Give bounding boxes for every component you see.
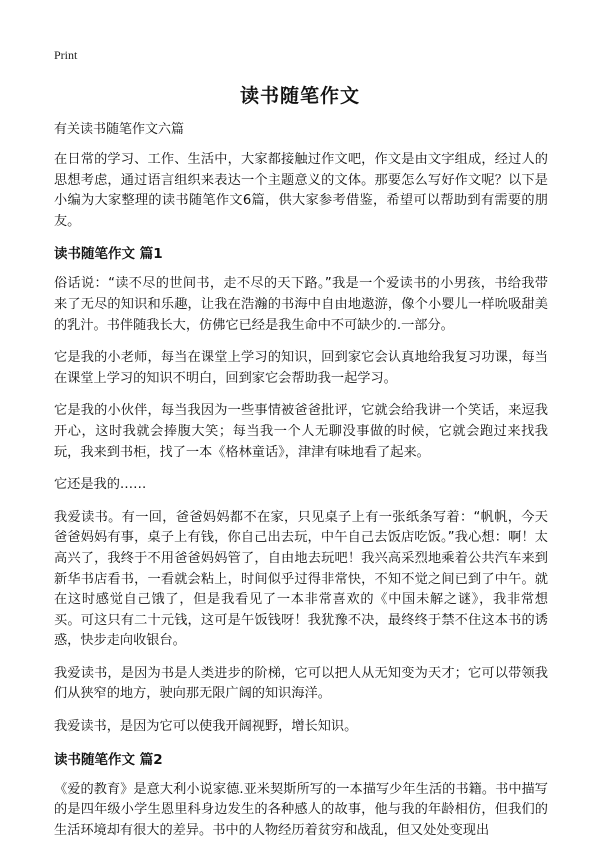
- paragraph: 俗话说：“读不尽的世间书，走不尽的天下路。”我是一个爱读书的小男孩，书给我带来了无尽的知识和乐趣，让我在浩瀚的书海中自由地遨游，像个小婴儿一样吮吸甜美的乳汁。书伴随我长大，仿佛它已经是我生命中不可缺少的.一部分。: [54, 276, 548, 333]
- section-heading: 读书随笔作文 篇1: [54, 246, 163, 263]
- print-link[interactable]: Print: [54, 48, 78, 62]
- document-subtitle: 有关读书随笔作文六篇: [54, 122, 185, 137]
- paragraph: 我爱读书，是因为书是人类进步的阶梯，它可以把人从无知变为天才；它可以带领我们从狭窄的地方，驶向那无限广阔的知识海洋。: [54, 665, 548, 702]
- page-title: 读书随笔作文: [239, 85, 360, 107]
- intro-paragraph: 在日常的学习、工作、生活中，大家都接触过作文吧，作文是由文字组成，经过人的思想考虑，通过语言组织来表达一个主题意义的文体。那要怎么写好作文呢？以下是小编为大家整理的读书随笔作文6篇，供大家参考借鉴，希望可以帮助到有需要的朋友。: [54, 152, 548, 229]
- paragraph: 我爱读书。有一回，爸爸妈妈都不在家，只见桌子上有一张纸条写着：“帆帆，今天爸爸妈妈有事，桌子上有钱，你自己出去玩，中午自己去饭店吃饭。”我心想：啊！太高兴了，我终于不用爸爸妈妈管了，自由地去玩吧！我兴高采烈地乘着公共汽车来到新华书店看书，一看就会粘上，时间似乎过得非常快，不知不觉之间已到了中午。就在这时感觉自己饿了，但是我看见了一本非常喜欢的《中国未解之谜》，我非常想买。可这只有二十元钱，这可是午饭钱呀！我犹豫不决，最终终于禁不住这本书的诱惑，快步走向收银台。: [54, 509, 548, 649]
- paragraph: 它是我的小伙伴，每当我因为一些事情被爸爸批评，它就会给我讲一个笑话，来逗我开心，这时我就会捧腹大笑；每当我一个人无聊没事做的时候，它就会跑过来找我玩，我来到书柜，找了一本《格林童话》，津津有味地看了起来。: [54, 403, 548, 460]
- paragraph: 它是我的小老师，每当在课堂上学习的知识，回到家它会认真地给我复习功课，每当在课堂上学习的知识不明白，回到家它会帮助我一起学习。: [54, 350, 548, 386]
- paragraph: 《爱的教育》是意大利小说家德.亚米契斯所写的一本描写少年生活的书籍。书中描写的是四年级小学生恩里科身边发生的各种感人的故事，他与我的年龄相仿，但我们的生活环境却有很大的差异。书中的人物经历着贫穷和战乱，但又处处变现出: [54, 781, 548, 838]
- paragraph: 它还是我的……: [54, 477, 147, 493]
- document-body: [54, 120, 548, 853]
- paragraph: 我爱读书，是因为它可以使我开阔视野，增长知识。: [54, 719, 358, 735]
- section-heading: 读书随笔作文 篇2: [54, 751, 163, 768]
